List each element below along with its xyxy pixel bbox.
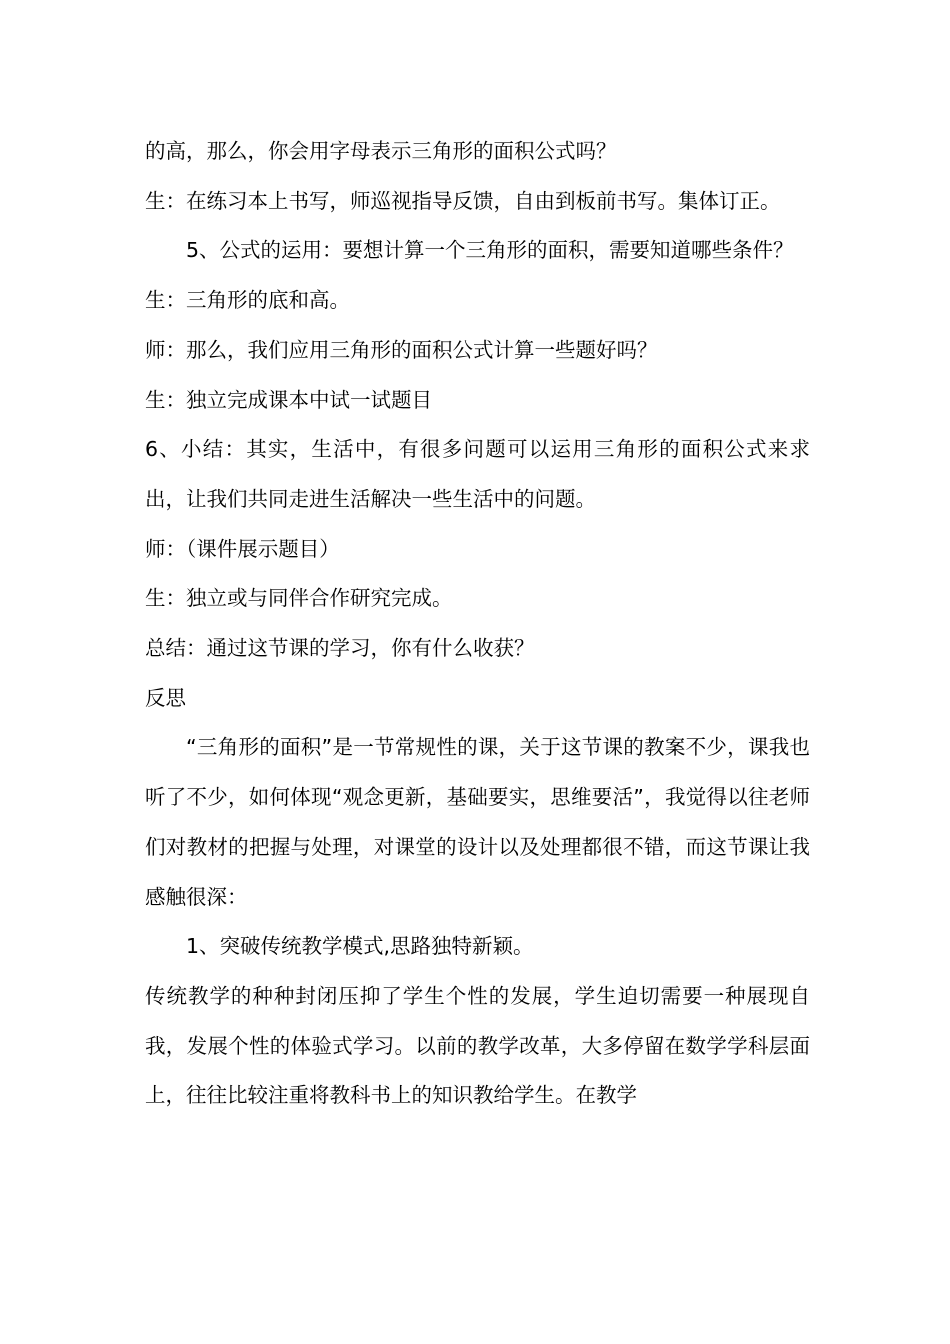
paragraph-student-base-height: 生：三角形的底和高。 <box>145 288 350 313</box>
document-page <box>145 127 810 1121</box>
paragraph-formula-application: 5、公式的运用：要想计算一个三角形的面积，需要知道哪些条件？ <box>186 238 794 263</box>
paragraph-traditional-teaching: 传统教学的种种封闭压抑了学生个性的发展，学生迫切需要一种展现自我，发展个性的体验式学习。以前的教学改革，大多停留在数学学科层面上，往往比较注重将教科书上的知识教给学生。在教学 <box>145 983 810 1108</box>
paragraph-point-one: 1、突破传统教学模式,思路独特新颖。 <box>186 934 534 959</box>
paragraph-summary: 6、小结：其实，生活中，有很多问题可以运用三角形的面积公式来求出，让我们共同走进生活解决一些生活中的问题。 <box>145 437 810 511</box>
paragraph-student-writing: 生：在练习本上书写，师巡视指导反馈，自由到板前书写。集体订正。 <box>145 188 781 213</box>
paragraph-conclusion: 总结：通过这节课的学习，你有什么收获？ <box>145 636 535 661</box>
paragraph-teacher-courseware: 师：（课件展示题目） <box>145 536 340 561</box>
paragraph-teacher-apply: 师：那么，我们应用三角形的面积公式计算一些题好吗？ <box>145 337 658 362</box>
paragraph-student-exercise: 生：独立完成课本中试一试题目 <box>145 387 432 412</box>
paragraph-reflection-intro: “三角形的面积”是一节常规性的课，关于这节课的教案不少，课我也听了不少，如何体现“观念更新，基础要实，思维要活”，我觉得以往老师们对教材的把握与处理，对课堂的设计以及处理都很不错，而这节课让我感触很深： <box>145 735 810 909</box>
paragraph-formula-question: 的高，那么，你会用字母表示三角形的面积公式吗？ <box>145 139 617 163</box>
heading-reflection: 反思 <box>145 685 186 710</box>
paragraph-student-cooperate: 生：独立或与同伴合作研究完成。 <box>145 586 453 611</box>
